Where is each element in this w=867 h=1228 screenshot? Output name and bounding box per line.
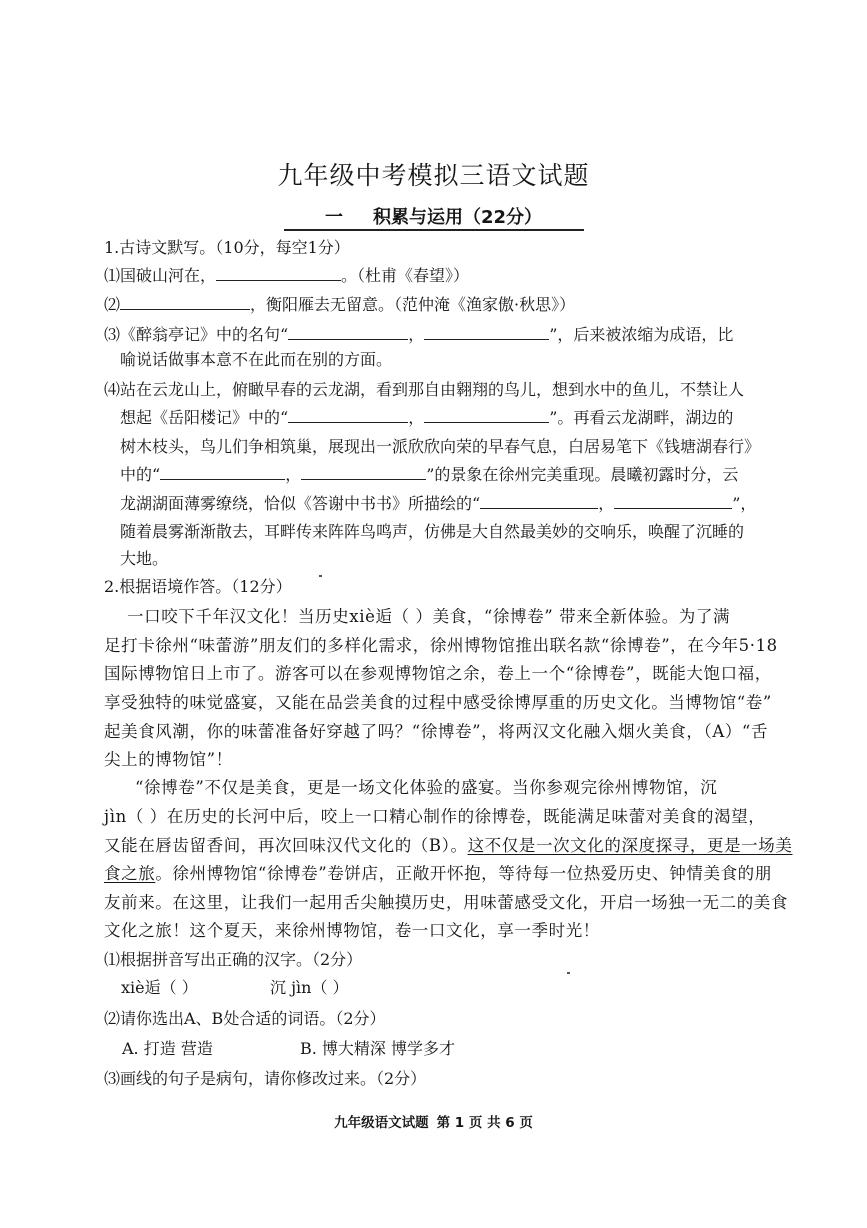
q1-item-4-line6: 随着晨雾渐渐散去，耳畔传来阵阵鸟鸣声，仿佛是大自然最美妙的交响乐，唤醒了沉睡的 bbox=[120, 522, 745, 541]
answer-blank[interactable] bbox=[288, 407, 408, 423]
q2-sub2-option-a: A. 打造 营造 bbox=[122, 1039, 213, 1058]
q1-item-4-line2 bbox=[120, 405, 733, 428]
essay-p2-line: “徐博卷”不仅是美食，更是一场文化体验的盛宴。当你参观完徐州博物馆，沉 bbox=[135, 778, 718, 797]
comma: ， bbox=[598, 494, 615, 513]
q1-item-2-text-b: ，衡阳雁去无留意。（范仲淹《渔家傲·秋思》） bbox=[250, 295, 576, 314]
section-number: 一 bbox=[324, 207, 343, 228]
essay-p2-line: 友前来。在这里，让我们一起用舌尖触摸历史，用味蕾感受文化，开启一场独一无二的美食 bbox=[104, 893, 788, 912]
q2-heading: 2.根据语境作答。（12分） bbox=[104, 577, 292, 596]
comma: ， bbox=[408, 325, 425, 344]
q2-sub3: ⑶画线的句子是病句，请你修改过来。（2分） bbox=[104, 1069, 427, 1088]
section-heading bbox=[0, 203, 867, 229]
q1-item-4-text: ”， bbox=[732, 494, 757, 513]
underlined-sentence: 这不仅是一次文化的深度探寻，更是一场美 bbox=[467, 836, 793, 855]
essay-p2-line: 文化之旅！这个夏天，来徐州博物馆，卷一口文化，享一季时光！ bbox=[104, 921, 600, 940]
q1-item-3-cont: 喻说话做事本意不在此而在别的方面。 bbox=[120, 350, 393, 369]
footer-exam-name: 九年级语文试题 bbox=[334, 1115, 429, 1131]
q1-item-4-line3: 树木枝头，鸟儿们争相筑巢，展现出一派欣欣向荣的早春气息，白居易笔下《钱塘湖春行》 bbox=[120, 437, 761, 456]
q1-item-2 bbox=[104, 292, 575, 315]
page-number: 第 1 页 共 6 页 bbox=[436, 1115, 533, 1131]
essay-p1-line: 足打卡徐州“味蕾游”朋友们的多样化需求，徐州博物馆推出联名款“徐博卷”，在今年5·18 bbox=[104, 636, 778, 655]
q1-item-4-line7: 大地。 bbox=[120, 549, 169, 568]
q1-item-4-text: 想起《岳阳楼记》中的“ bbox=[120, 408, 289, 427]
answer-blank[interactable] bbox=[301, 464, 426, 480]
q2-sub1: ⑴根据拼音写出正确的汉字。（2分） bbox=[104, 950, 363, 969]
q1-item-3-text-b: ”，后来被浓缩为成语，比 bbox=[549, 325, 734, 344]
essay-p1-line: 国际博物馆日上市了。游客可以在参观博物馆之余，卷上一个“徐博卷”，既能大饱口福， bbox=[104, 664, 772, 683]
essay-p2-line bbox=[104, 832, 792, 856]
essay-text: 。徐州博物馆“徐博卷”卷饼店，正敞开怀抱，等待每一位热爱历史、钟情美食的朋 bbox=[155, 864, 772, 883]
q1-heading: 1.古诗文默写。（10分，每空1分） bbox=[104, 238, 350, 257]
q1-item-3 bbox=[104, 322, 733, 345]
essay-text: 又能在唇齿留香间，再次回味汉代文化的（B）。 bbox=[104, 836, 468, 855]
q1-item-4-text: 中的“ bbox=[120, 465, 161, 484]
comma: ， bbox=[408, 408, 425, 427]
q1-item-4-line1: ⑷站在云龙山上，俯瞰早春的云龙湖，看到那自由翱翔的鸟儿，想到水中的鱼儿，不禁让人 bbox=[104, 380, 745, 399]
q2-sub2-option-b: B. 博大精深 博学多才 bbox=[300, 1039, 456, 1058]
essay-p1-line: 尖上的博物馆”！ bbox=[104, 750, 233, 769]
q2-sub1-blank-a[interactable]: xiè逅（ ） bbox=[121, 978, 198, 997]
essay-p2-line: jìn（ ）在历史的长河中后，咬上一口精心制作的徐博卷，既能满足味蕾对美食的渴望， bbox=[104, 807, 766, 826]
underlined-sentence: 食之旅 bbox=[104, 864, 156, 883]
essay-p1-line: 一口咬下千年汉文化！当历史xiè逅（ ）美食，“徐博卷” 带来全新体验。为了满 bbox=[127, 607, 731, 626]
section-divider bbox=[284, 229, 584, 231]
answer-blank[interactable] bbox=[120, 294, 250, 310]
q2-sub1-blank-b[interactable]: 沉 jìn（ ） bbox=[270, 978, 349, 997]
q1-item-4-line4 bbox=[120, 462, 738, 485]
answer-blank[interactable] bbox=[160, 464, 285, 480]
q1-item-4-text: 龙湖湖面薄雾缭绕，恰似《答谢中书书》所描绘的“ bbox=[120, 494, 481, 513]
q2-sub2: ⑵请你选出A、B处合适的词语。（2分） bbox=[104, 1009, 386, 1028]
q1-item-4-line5 bbox=[120, 491, 756, 514]
q1-item-4-text: ”的景象在徐州完美重现。晨曦初露时分，云 bbox=[426, 465, 739, 484]
q1-item-1 bbox=[104, 263, 469, 286]
answer-blank[interactable] bbox=[480, 493, 598, 509]
essay-p2-line bbox=[104, 860, 772, 884]
essay-p1-line: 起美食风潮，你的味蕾准备好穿越了吗？“徐博卷”，将两汉文化融入烟火美食，（A）“舌 bbox=[104, 722, 769, 741]
q1-item-3-text-a: ⑶《醉翁亭记》中的名句“ bbox=[104, 325, 289, 344]
scan-speck bbox=[567, 972, 570, 974]
page-footer bbox=[0, 1111, 867, 1131]
scan-speck bbox=[319, 575, 322, 577]
q1-item-1-text-b: 。（杜甫《春望》） bbox=[341, 266, 470, 285]
q1-item-2-text-a: ⑵ bbox=[104, 295, 121, 314]
exam-title: 九年级中考模拟三语文试题 bbox=[277, 161, 590, 190]
section-label: 积累与运用（22分） bbox=[372, 207, 543, 228]
q1-item-4-text: ”。再看云龙湖畔，湖边的 bbox=[549, 408, 734, 427]
answer-blank[interactable] bbox=[216, 265, 341, 281]
q1-item-1-text-a: ⑴国破山河在， bbox=[104, 266, 217, 285]
answer-blank[interactable] bbox=[424, 407, 549, 423]
answer-blank[interactable] bbox=[288, 324, 408, 340]
essay-p1-line: 享受独特的味觉盛宴，又能在品尝美食的过程中感受徐博厚重的历史文化。当博物馆“卷” bbox=[104, 693, 772, 712]
answer-blank[interactable] bbox=[614, 493, 732, 509]
answer-blank[interactable] bbox=[424, 324, 549, 340]
comma: ， bbox=[285, 465, 302, 484]
